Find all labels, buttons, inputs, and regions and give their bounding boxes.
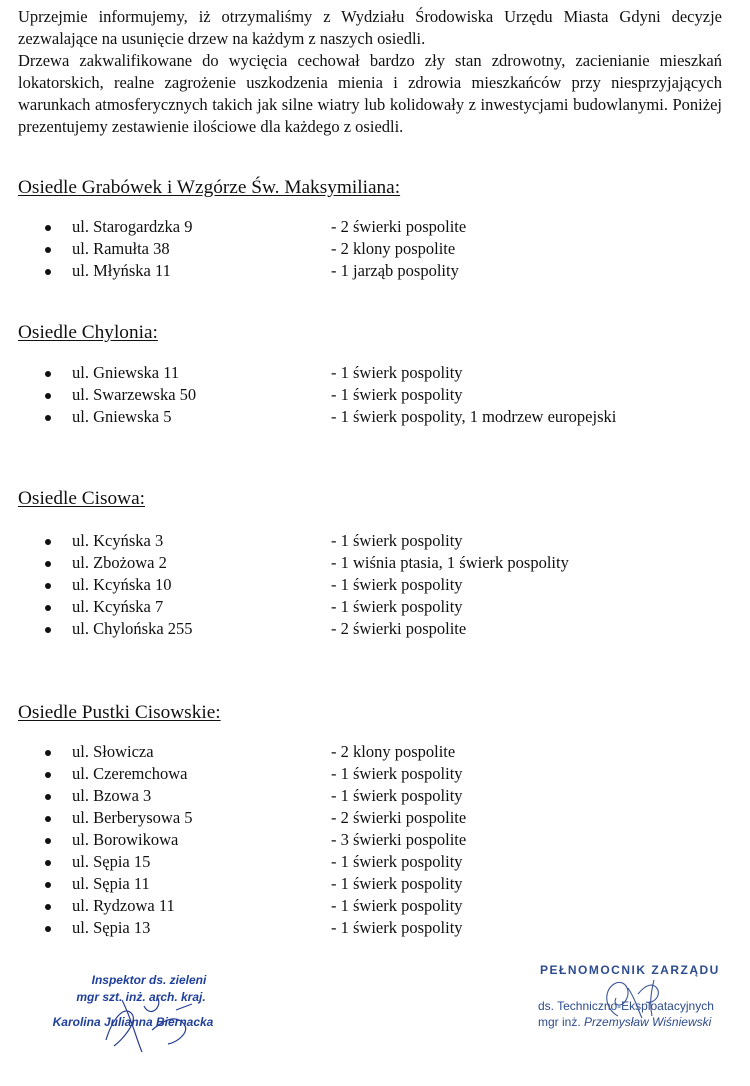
tree-count: - 1 świerk pospolity — [331, 874, 463, 893]
inspector-stamp-degree: mgr szt. inż. arch. kraj. — [76, 990, 206, 1004]
letter-intro — [18, 6, 722, 138]
tree-count: - 2 klony pospolite — [331, 742, 456, 761]
inspector-stamp-title: Inspektor ds. zieleni — [91, 973, 207, 987]
tree-count: - 1 świerk pospolity — [331, 531, 463, 550]
tree-count: - 1 świerk pospolity — [331, 896, 463, 915]
bullet-icon — [45, 393, 51, 399]
tree-count: - 1 świerk pospolity — [331, 597, 463, 616]
bullet-icon — [45, 627, 51, 633]
bullet-icon — [45, 882, 51, 888]
street-address: ul. Berberysowa 5 — [72, 808, 193, 827]
bullet-icon — [45, 247, 51, 253]
bullet-icon — [45, 371, 51, 377]
street-address: ul. Kcyńska 3 — [72, 531, 164, 550]
intro-paragraph-1: Uprzejmie informujemy, iż otrzymaliśmy z Wydziału Środowiska Urzędu Miasta Gdyni decyzje zezwalające na usunięcie drzew na każdym z naszych osiedli. — [18, 7, 722, 48]
bullet-icon — [45, 561, 51, 567]
street-address: ul. Kcyńska 7 — [72, 597, 164, 616]
street-address: ul. Bzowa 3 — [72, 786, 152, 805]
tree-count: - 1 świerk pospolity, 1 modrzew europejski — [331, 407, 617, 426]
street-address: ul. Zbożowa 2 — [72, 553, 167, 572]
tree-count: - 1 świerk pospolity — [331, 575, 463, 594]
bullet-icon — [45, 772, 51, 778]
tree-count: - 1 wiśnia ptasia, 1 świerk pospolity — [331, 553, 569, 572]
tree-count: - 1 jarząb pospolity — [331, 261, 459, 280]
tree-count: - 1 świerk pospolity — [331, 786, 463, 805]
tree-count: - 1 świerk pospolity — [331, 385, 463, 404]
bullet-icon — [45, 539, 51, 545]
bullet-icon — [45, 269, 51, 275]
bullet-icon — [45, 904, 51, 910]
street-address: ul. Gniewska 11 — [72, 363, 180, 382]
tree-count: - 2 klony pospolite — [331, 239, 456, 258]
street-address: ul. Gniewska 5 — [72, 407, 172, 426]
inspector-stamp-name: Karolina Julianna Biernacka — [52, 1015, 214, 1029]
street-address: ul. Sępia 13 — [72, 918, 151, 937]
representative-stamp-department: ds. Techniczno-Eksploatacyjnych — [538, 999, 714, 1013]
bullet-icon — [45, 926, 51, 932]
street-address: ul. Młyńska 11 — [72, 261, 171, 280]
bullet-icon — [45, 838, 51, 844]
street-address: ul. Borowikowa — [72, 830, 179, 849]
representative-stamp-title: PEŁNOMOCNIK ZARZĄDU — [540, 963, 720, 977]
section-title-chylonia: Osiedle Chylonia: — [18, 322, 158, 343]
tree-count: - 2 świerki pospolite — [331, 808, 467, 827]
section-title-grabowek: Osiedle Grabówek i Wzgórze Św. Maksymiliana: — [18, 177, 401, 198]
street-address: ul. Ramułta 38 — [72, 239, 170, 258]
street-address: ul. Rydzowa 11 — [72, 896, 175, 915]
bullet-icon — [45, 860, 51, 866]
street-address: ul. Sępia 11 — [72, 874, 150, 893]
street-address: ul. Czeremchowa — [72, 764, 188, 783]
bullet-icon — [45, 583, 51, 589]
bullet-icon — [45, 794, 51, 800]
inspector-stamp — [36, 972, 236, 1031]
tree-count: - 2 świerki pospolite — [331, 217, 467, 236]
representative-stamp — [534, 962, 744, 1030]
street-address: ul. Kcyńska 10 — [72, 575, 172, 594]
street-address: ul. Chylońska 255 — [72, 619, 193, 638]
tree-count: - 3 świerki pospolite — [331, 830, 467, 849]
street-address: ul. Swarzewska 50 — [72, 385, 197, 404]
bullet-icon — [45, 816, 51, 822]
street-address: ul. Starogardzka 9 — [72, 217, 193, 236]
bullet-icon — [45, 750, 51, 756]
tree-count: - 1 świerk pospolity — [331, 764, 463, 783]
street-address: ul. Sępia 15 — [72, 852, 151, 871]
section-title-cisowa: Osiedle Cisowa: — [18, 488, 146, 509]
intro-paragraph-2: Drzewa zakwalifikowane do wycięcia cechował bardzo zły stan zdrowotny, zacienianie mieszkań lokatorskich, realne zagrożenie uszkodzenia mienia i zdrowia mieszkańców przy niesprzyjających warunkach atmosferycznych takich jak silne wiatry lub kolidowały z inwestycjami budowlanymi. Poniżej prezentujemy zestawienie ilościowe dla każdego z osiedli. — [18, 51, 722, 136]
tree-count: - 1 świerk pospolity — [331, 918, 463, 937]
tree-count: - 2 świerki pospolite — [331, 619, 467, 638]
bullet-icon — [45, 605, 51, 611]
bullet-icon — [45, 415, 51, 421]
tree-count: - 1 świerk pospolity — [331, 363, 463, 382]
representative-stamp-name: mgr inż. Przemysław Wiśniewski — [538, 1015, 712, 1029]
tree-count: - 1 świerk pospolity — [331, 852, 463, 871]
street-address: ul. Słowicza — [72, 742, 154, 761]
section-title-pustki-cisowskie: Osiedle Pustki Cisowskie: — [18, 702, 221, 723]
bullet-icon — [45, 225, 51, 231]
